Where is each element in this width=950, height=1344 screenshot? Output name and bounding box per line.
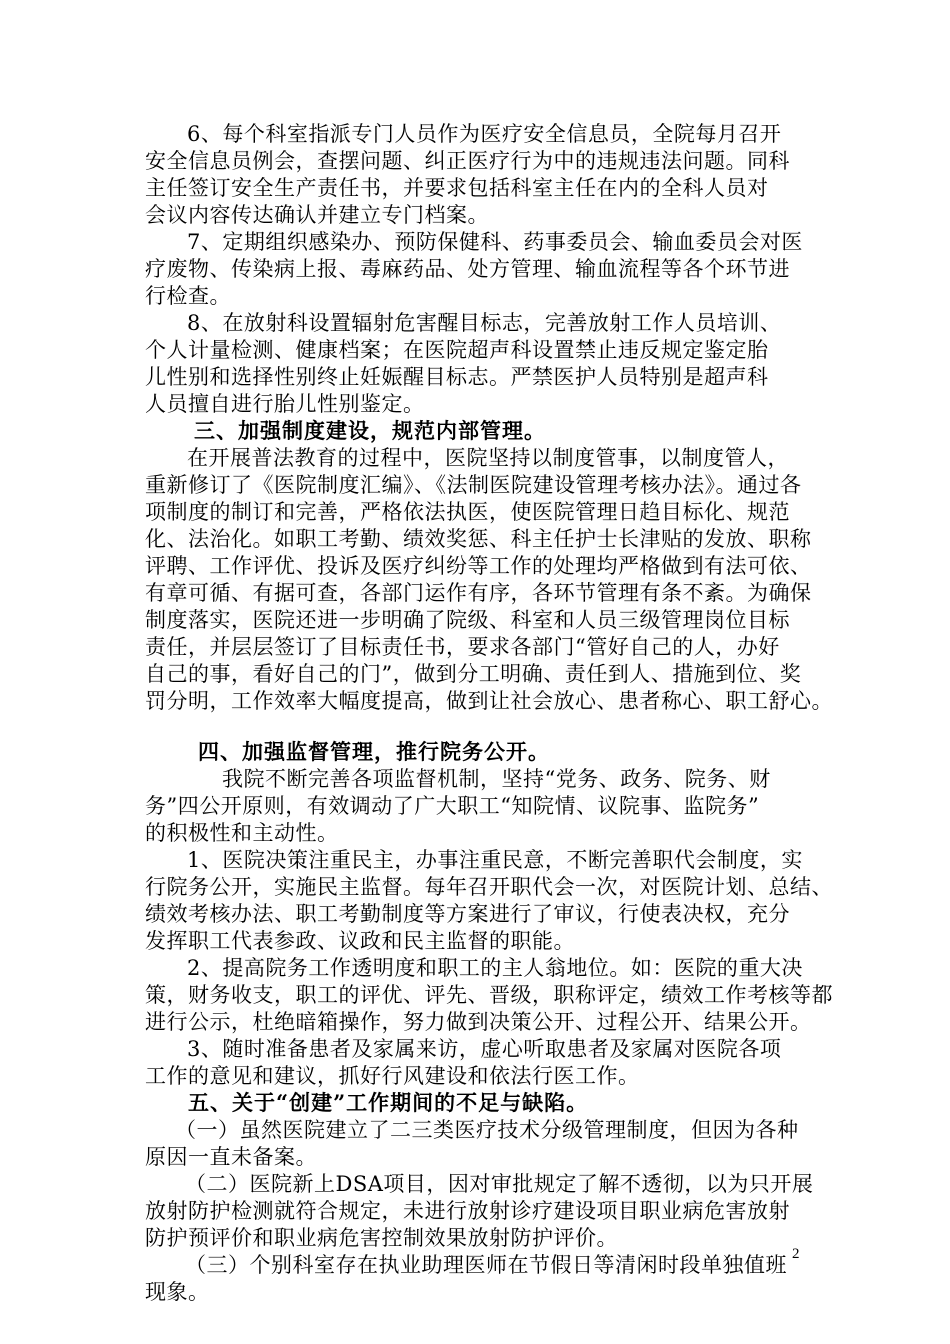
text-line: 主任签订安全生产责任书，并要求包括科室主任在内的全科人员对 (145, 176, 769, 200)
text-line: 防护预评价和职业病危害控制效果放射防护评价。 (145, 1226, 618, 1250)
text-line: 2、提高院务工作透明度和职工的主人翁地位。如：医院的重大决 (187, 956, 803, 980)
text-line: 在开展普法教育的过程中，医院坚持以制度管事，以制度管人， (187, 446, 789, 470)
text-line: 自己的事，看好自己的门”，做到分工明确、责任到人、措施到位、奖 (145, 662, 802, 686)
text-line: 罚分明，工作效率大幅度提高，做到让社会放心、患者称心、职工舒心。 (145, 689, 833, 713)
text-line: 进行公示，杜绝暗箱操作，努力做到决策公开、过程公开、结果公开。 (145, 1010, 812, 1034)
section-heading-3: 三、加强制度建设，规范内部管理。 (194, 418, 546, 443)
text-line: 务”四公开原则，有效调动了广大职工“知院情、议院事、监院务” (145, 794, 760, 818)
text-line: （一）虽然医院建立了二三类医疗技术分级管理制度，但因为各种 (175, 1118, 799, 1142)
text-line: 原因一直未备案。 (145, 1145, 317, 1169)
text-line: 项制度的制订和完善，严格依法执医，使医院管理日趋目标化、规范 (145, 500, 790, 524)
text-line: 人员擅自进行胎儿性别鉴定。 (145, 392, 425, 416)
text-line: 放射防护检测就符合规定，未进行放射诊疗建设项目职业病危害放射 (145, 1199, 790, 1223)
text-line: 8、在放射科设置辐射危害醒目标志，完善放射工作人员培训、 (187, 311, 782, 335)
text-line: 评聘、工作评优、投诉及医疗纠纷等工作的处理均严格做到有法可依、 (145, 554, 812, 578)
text-line: 绩效考核办法、职工考勤制度等方案进行了审议，行使表决权，充分 (145, 902, 790, 926)
text-line: 会议内容传达确认并建立专门档案。 (145, 203, 489, 227)
text-line: 制度落实，医院还进一步明确了院级、科室和人员三级管理岗位目标 (145, 608, 790, 632)
text-line: 有章可循、有据可查，各部门运作有序，各环节管理有条不紊。为确保 (145, 581, 812, 605)
text-line: 的积极性和主动性。 (145, 821, 339, 845)
text-line: 责任，并层层签订了目标责任书，要求各部门“管好自己的人，办好 (145, 635, 780, 659)
text-line: 策，财务收支，职工的评优、评先、晋级，职称评定，绩效工作考核等都 (145, 983, 833, 1007)
section-heading-5: 五、关于“创建”工作期间的不足与缺陷。 (188, 1090, 589, 1115)
text-line: 安全信息员例会，查摆问题、纠正医疗行为中的违规违法问题。同科 (145, 149, 790, 173)
text-line: 行检查。 (145, 284, 231, 308)
section-heading-4: 四、加强监督管理，推行院务公开。 (198, 739, 550, 764)
text-line: 行院务公开，实施民主监督。每年召开职代会一次，对医院计划、总结、 (145, 875, 833, 899)
text-line: 儿性别和选择性别终止妊娠醒目标志。严禁医护人员特别是超声科 (145, 365, 769, 389)
text-line: 现象。 (145, 1280, 210, 1304)
text-line: （二）医院新上DSA项目，因对审批规定了解不透彻，以为只开展 (185, 1172, 814, 1196)
text-line: 重新修订了《医院制度汇编》、《法制医院建设管理考核办法》。通过各 (145, 473, 802, 497)
text-line: （三）个别科室存在执业助理医师在节假日等清闲时段单独值班 (185, 1253, 787, 1277)
text-line: 疗废物、传染病上报、毒麻药品、处方管理、输血流程等各个环节进 (145, 257, 790, 281)
page-number: 2 (792, 1246, 800, 1262)
text-line: 3、随时准备患者及家属来访，虚心听取患者及家属对医院各项 (187, 1037, 782, 1061)
text-line: 化、法治化。如职工考勤、绩效奖惩、科主任护士长津贴的发放、职称 (145, 527, 812, 551)
text-line: 我院不断完善各项监督机制，坚持“党务、政务、院务、财 (222, 767, 771, 791)
text-line: 个人计量检测、健康档案；在医院超声科设置禁止违反规定鉴定胎 (145, 338, 769, 362)
text-line: 1、医院决策注重民主，办事注重民意，不断完善职代会制度，实 (187, 848, 803, 872)
text-line: 发挥职工代表参政、议政和民主监督的职能。 (145, 929, 575, 953)
text-line: 工作的意见和建议，抓好行风建设和依法行医工作。 (145, 1064, 640, 1088)
text-line: 6、每个科室指派专门人员作为医疗安全信息员，全院每月召开 (187, 122, 782, 146)
text-line: 7、定期组织感染办、预防保健科、药事委员会、输血委员会对医 (187, 230, 803, 254)
